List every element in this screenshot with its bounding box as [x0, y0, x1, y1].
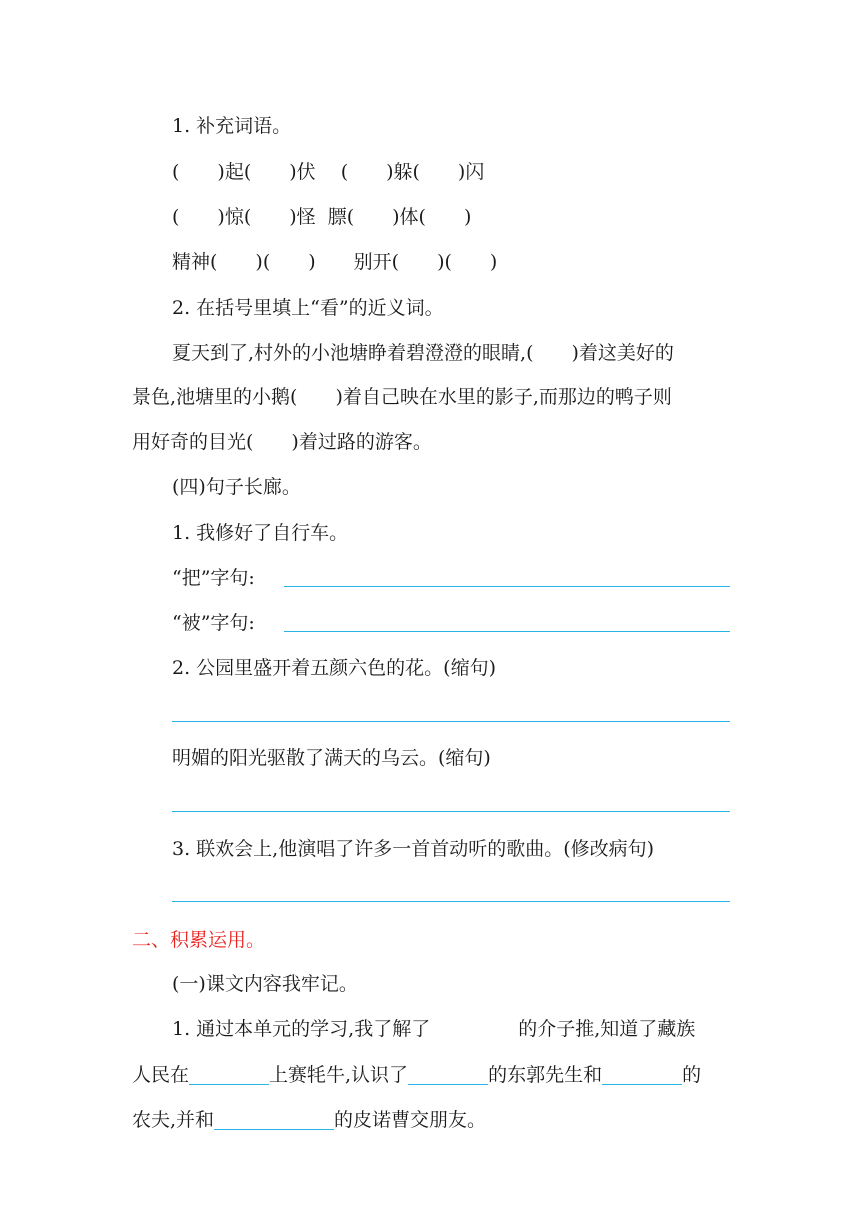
fill-text-1b: 的介子推,知道了藏族	[518, 1018, 696, 1040]
q2-paragraph-line-1: 夏天到了,村外的小池塘睁着碧澄澄的眼睛,( )着这美好的	[172, 342, 674, 364]
fill-text-1a: 1. 通过本单元的学习,我了解了	[172, 1018, 431, 1040]
ba-sentence-label: “把”字句:	[172, 567, 255, 589]
fill-text-3a: 农夫,并和	[132, 1109, 215, 1131]
bei-sentence-label: “被”字句:	[172, 612, 255, 634]
q1-title: 1. 补充词语。	[172, 115, 292, 137]
fill-text-2b: 上赛牦牛,认识了	[269, 1064, 409, 1086]
sentence-3-title: 3. 联欢会上,他演唱了许多一首首动听的歌曲。(修改病句)	[172, 838, 655, 860]
fill-blank-3a[interactable]	[214, 1109, 334, 1130]
q2-title: 2. 在括号里填上“看”的近义词。	[172, 297, 444, 319]
part1-title: (一)课文内容我牢记。	[172, 973, 358, 995]
sentence-2-answer-line[interactable]	[172, 721, 730, 722]
sentence-2b-title: 明媚的阳光驱散了满天的乌云。(缩句)	[172, 747, 491, 769]
fill-blank-2a[interactable]	[189, 1064, 269, 1085]
fill-line-1	[172, 1017, 695, 1041]
bei-sentence-answer-line[interactable]	[284, 631, 730, 632]
part4-title: (四)句子长廊。	[172, 476, 301, 498]
q2-paragraph-line-3: 用好奇的目光( )着过路的游客。	[132, 431, 432, 453]
q1-row-1: ( )起( )伏 ( )躲( )闪	[172, 161, 485, 183]
fill-blank-2c[interactable]	[602, 1064, 682, 1085]
q1-row-2: ( )惊( )怪 膘( )体( )	[172, 206, 472, 228]
fill-line-2	[132, 1063, 701, 1087]
fill-line-3	[132, 1108, 486, 1132]
q2-paragraph-line-2: 景色,池塘里的小鹅( )着自己映在水里的影子,而那边的鸭子则	[132, 386, 672, 408]
fill-text-2d: 的	[682, 1064, 702, 1086]
q1-row-3: 精神( )( ) 别开( )( )	[172, 251, 498, 273]
fill-blank-2b[interactable]	[408, 1064, 488, 1085]
section-2-heading: 二、积累运用。	[132, 929, 266, 951]
sentence-3-answer-line[interactable]	[172, 901, 730, 902]
fill-text-2c: 的东郭先生和	[488, 1064, 603, 1086]
sentence-1-title: 1. 我修好了自行车。	[172, 522, 349, 544]
fill-gap-1[interactable]	[430, 1019, 518, 1039]
fill-text-3b: 的皮诺曹交朋友。	[334, 1109, 487, 1131]
ba-sentence-answer-line[interactable]	[284, 586, 730, 587]
sentence-2-title: 2. 公园里盛开着五颜六色的花。(缩句)	[172, 657, 496, 679]
sentence-2b-answer-line[interactable]	[172, 811, 730, 812]
fill-text-2a: 人民在	[132, 1064, 190, 1086]
